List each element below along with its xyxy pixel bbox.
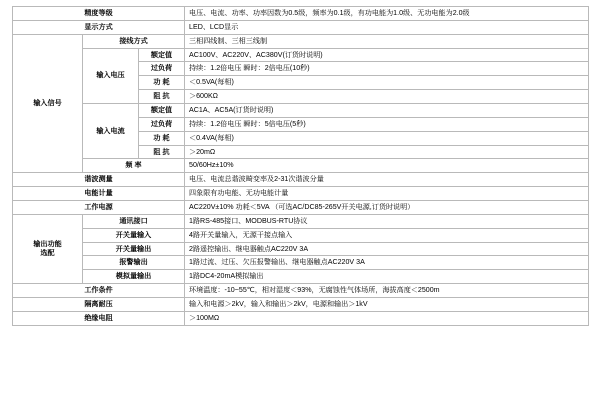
row-label-display-mode: 显示方式 xyxy=(13,20,185,34)
sub-value-wiring: 三相四线制、三相三线制 xyxy=(185,34,589,48)
row-label-accuracy-class: 精度等级 xyxy=(13,7,185,21)
row-label-input-signal: 输入信号 xyxy=(13,34,83,173)
row-label-working-power: 工作电源 xyxy=(13,201,185,215)
table-row xyxy=(13,214,589,228)
table-row xyxy=(13,256,589,270)
row-label-working-conditions: 工作条件 xyxy=(13,284,185,298)
table-row xyxy=(13,284,589,298)
item-value-di: 4路开关量输入，无源干接点输入 xyxy=(185,228,589,242)
item-label-voltage-rated: 额定值 xyxy=(139,48,185,62)
item-label-current-consumption: 功 耗 xyxy=(139,131,185,145)
item-value-alarm-output: 1路过流、过压、欠压报警输出、继电器触点AC220V 3A xyxy=(185,256,589,270)
item-value-current-impedance: ＞20mΩ xyxy=(185,145,589,159)
item-value-voltage-rated: AC100V、AC220V、AC380V(订货时说明) xyxy=(185,48,589,62)
item-value-analog-output: 1路DC4-20mA模拟输出 xyxy=(185,270,589,284)
item-label-comm-interface: 通讯接口 xyxy=(83,214,185,228)
table-row xyxy=(13,159,589,173)
item-label-alarm-output: 报警输出 xyxy=(83,256,185,270)
row-value-harmonic-measure: 电压、电流总谐波畸变率及2-31次谐波分量 xyxy=(185,173,589,187)
item-label-current-overload: 过负荷 xyxy=(139,117,185,131)
table-row xyxy=(13,34,589,48)
row-label-energy-metering: 电能计量 xyxy=(13,187,185,201)
row-value-isolation-voltage: 输入和电源＞2kV，输入和输出＞2kV，电源和输出＞1kV xyxy=(185,298,589,312)
item-value-voltage-impedance: ＞600KΩ xyxy=(185,90,589,104)
sub-label-input-current: 输入电流 xyxy=(83,104,139,159)
sub-value-frequency: 50/60Hz±10% xyxy=(185,159,589,173)
item-label-voltage-overload: 过负荷 xyxy=(139,62,185,76)
item-value-comm-interface: 1路RS-485接口、MODBUS-RTU协议 xyxy=(185,214,589,228)
item-value-current-overload: 持续：1.2倍电压 瞬时：5倍电压(5秒) xyxy=(185,117,589,131)
specification-table xyxy=(12,6,589,326)
table-row xyxy=(13,270,589,284)
table-row xyxy=(13,20,589,34)
table-row xyxy=(13,173,589,187)
sub-label-frequency: 频 率 xyxy=(83,159,185,173)
row-value-energy-metering: 四象限有功电能、无功电能计量 xyxy=(185,187,589,201)
item-label-voltage-consumption: 功 耗 xyxy=(139,76,185,90)
table-row xyxy=(13,298,589,312)
row-value-accuracy-class: 电压、电流、功率、功率因数为0.5级，频率为0.1级，有功电能为1.0级、无功电能为2.0级 xyxy=(185,7,589,21)
table-row xyxy=(13,7,589,21)
sub-label-input-voltage: 输入电压 xyxy=(83,48,139,103)
item-value-do: 2路遥控输出、继电器触点AC220V 3A xyxy=(185,242,589,256)
row-label-output-optional xyxy=(13,214,83,283)
row-label-isolation-voltage: 隔离耐压 xyxy=(13,298,185,312)
table-row xyxy=(13,201,589,215)
sub-label-wiring: 接线方式 xyxy=(83,34,185,48)
table-row xyxy=(13,242,589,256)
table-row xyxy=(13,187,589,201)
item-label-current-rated: 额定值 xyxy=(139,104,185,118)
item-label-analog-output: 模拟量输出 xyxy=(83,270,185,284)
row-value-display-mode: LED、LCD显示 xyxy=(185,20,589,34)
item-value-current-consumption: ＜0.4VA(每相) xyxy=(185,131,589,145)
output-optional-label-line1: 输出功能 xyxy=(33,240,62,249)
row-label-harmonic-measure: 谐波测量 xyxy=(13,173,185,187)
row-value-working-power: AC220V±10% 功耗＜5VA （可选AC/DC85-265V开关电源,订货时说明） xyxy=(185,201,589,215)
item-label-voltage-impedance: 阻 抗 xyxy=(139,90,185,104)
output-optional-label-line2: 选配 xyxy=(40,249,55,258)
table-row xyxy=(13,311,589,325)
item-value-current-rated: AC1A、AC5A(订货时说明) xyxy=(185,104,589,118)
row-label-insulation-resistance: 绝缘电阻 xyxy=(13,311,185,325)
item-value-voltage-consumption: ＜0.5VA(每相) xyxy=(185,76,589,90)
table-row xyxy=(13,228,589,242)
item-label-do: 开关量输出 xyxy=(83,242,185,256)
row-value-insulation-resistance: ＞100MΩ xyxy=(185,311,589,325)
table-row xyxy=(13,104,589,118)
table-row xyxy=(13,48,589,62)
row-value-working-conditions: 环境温度：-10~55℃，相对湿度＜93%，无腐蚀性气体场所，海拔高度＜2500m xyxy=(185,284,589,298)
item-label-current-impedance: 阻 抗 xyxy=(139,145,185,159)
item-label-di: 开关量输入 xyxy=(83,228,185,242)
item-value-voltage-overload: 持续：1.2倍电压 瞬时：2倍电压(10秒) xyxy=(185,62,589,76)
